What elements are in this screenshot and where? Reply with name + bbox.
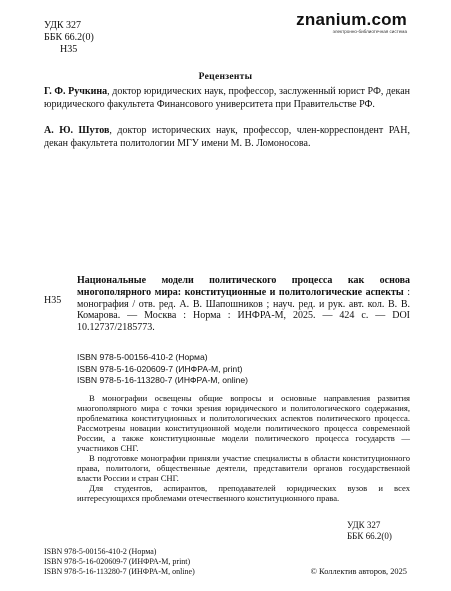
reviewer-name: А. Ю. Шутов [44,125,110,136]
copyright: © Коллектив авторов, 2025 [310,567,407,576]
udk-header: УДК 327 [44,20,82,31]
reviewer-name: Г. Ф. Ручкина [44,86,108,97]
annotation-paragraph: В монографии освещены общие вопросы и основные направления развития многополярного мира с точки зрения юридического и политологического содержания, проблематика конституционных и политологических аспектов политического процесса. Рассмотрены новации конституционной модели политического процесса современной России, а также конституционные модели политического процесса государств — участников СНГ. [77,393,410,453]
isbn-item: ISBN 978-5-00156-410-2 (Норма) [77,352,208,362]
bottom-codes [347,520,407,542]
reviewer-desc: , доктор исторических наук, профессор, член-корреспондент РАН, декан факультета политологии МГУ имени М. В. Ломоносова. [44,125,410,149]
reviewers-title: Рецензенты [198,72,253,82]
bottom-isbn-list [44,547,195,577]
book-details: : монография / отв. ред. А. В. Шапошников ; науч. ред. и рук. авт. кол. В. В. Комарова. — Москва : Норма : ИНФРА-М, 2025. — 424 с. — DOI 10.12737/2185773. [77,286,410,334]
author-code: Н35 [44,295,62,306]
logo-tagline: электронно-библиотечная система [332,29,407,34]
bbk-bottom: ББК 66.2(0) [347,531,392,541]
annotation-paragraph: Для студентов, аспирантов, преподавателей юридических вузов и всех интересующихся проблемами отечественного конституционного права. [77,483,410,503]
reviewer-entry [44,86,410,111]
author-code-header: Н35 [60,44,78,55]
reviewer-desc: , доктор юридических наук, профессор, заслуженный юрист РФ, декан юридического факультета Финансового университета при Правительстве РФ. [44,86,410,110]
isbn-item: ISBN 978-5-16-113280-7 (ИНФРА-М, online) [44,567,195,576]
isbn-list [77,352,248,387]
znanium-logo [296,10,407,34]
udk-bottom: УДК 327 [347,520,381,530]
logo-name: znanium.com [296,10,407,29]
isbn-item: ISBN 978-5-16-113280-7 (ИНФРА-М, online) [77,375,249,385]
isbn-item: ISBN 978-5-16-020609-7 (ИНФРА-М, print) [44,557,191,566]
annotation-paragraph: В подготовке монографии приняли участие специалисты в области конституционного права, политологи, общественные деятели, представители органов государственной власти России и стран СНГ. [77,453,410,483]
isbn-item: ISBN 978-5-16-020609-7 (ИНФРА-М, print) [77,363,243,374]
annotation [77,393,410,503]
isbn-item: ISBN 978-5-00156-410-2 (Норма) [44,547,157,556]
book-title: Национальные модели политического процесса как основа многополярного мира: конституционные и политологические аспекты [77,275,410,298]
reviewer-entry [44,125,410,150]
bbk-header: ББК 66.2(0) [44,32,94,43]
bibliographic-description [77,275,410,334]
